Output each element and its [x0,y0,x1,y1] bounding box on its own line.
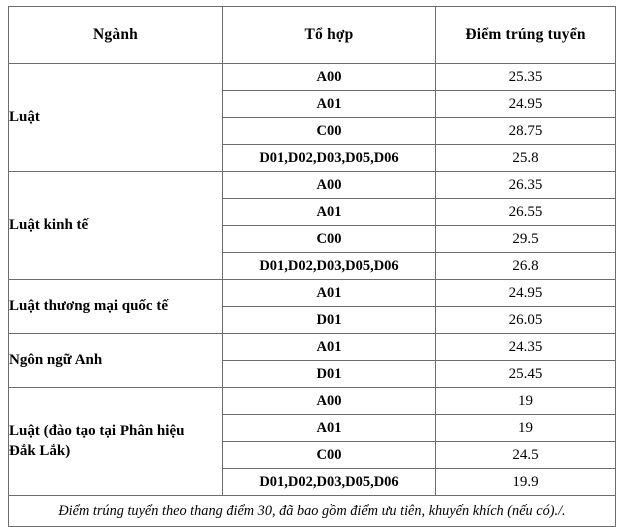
combination-cell: A00 [223,388,436,415]
major-name-line: Đắk Lắk) [9,442,71,459]
table-header [9,7,616,64]
table-footer [9,496,616,527]
major-name-cell [9,280,223,334]
score-cell: 25.35 [436,64,616,91]
table-row [9,334,616,361]
score-cell: 26.55 [436,199,616,226]
major-name-cell [9,172,223,280]
score-cell: 19.9 [436,469,616,496]
combination-cell: C00 [223,118,436,145]
major-name-line: Luật [9,108,40,125]
column-header-score: Điểm trúng tuyển [436,7,616,64]
score-cell: 24.5 [436,442,616,469]
table-body [9,64,616,496]
score-cell: 26.05 [436,307,616,334]
score-cell: 25.45 [436,361,616,388]
combination-cell: A01 [223,91,436,118]
column-header-combination: Tổ hợp [223,7,436,64]
combination-cell: A00 [223,64,436,91]
score-cell: 24.35 [436,334,616,361]
score-cell: 29.5 [436,226,616,253]
score-cell: 28.75 [436,118,616,145]
combination-cell: C00 [223,226,436,253]
combination-cell: D01 [223,361,436,388]
major-name-line: Luật (đào tạo tại Phân hiệu [9,422,185,439]
table-row [9,64,616,91]
combination-cell: D01,D02,D03,D05,D06 [223,145,436,172]
score-cell: 19 [436,388,616,415]
footnote-text: Điểm trúng tuyển theo thang điểm 30, đã bao gồm điểm ưu tiên, khuyến khích (nếu có)./. [9,496,616,527]
admission-score-table [8,6,616,527]
score-cell: 24.95 [436,91,616,118]
major-name-cell [9,388,223,496]
combination-cell: D01,D02,D03,D05,D06 [223,469,436,496]
footnote-row [9,496,616,527]
combination-cell: A00 [223,172,436,199]
major-name-line: Ngôn ngữ Anh [9,351,103,368]
combination-cell: A01 [223,334,436,361]
score-cell: 26.8 [436,253,616,280]
combination-cell: A01 [223,415,436,442]
combination-cell: A01 [223,199,436,226]
table-row [9,280,616,307]
column-header-major: Ngành [9,7,223,64]
combination-cell: D01,D02,D03,D05,D06 [223,253,436,280]
table-row [9,388,616,415]
score-cell: 26.35 [436,172,616,199]
score-cell: 25.8 [436,145,616,172]
score-cell: 24.95 [436,280,616,307]
major-name-cell [9,334,223,388]
score-cell: 19 [436,415,616,442]
combination-cell: C00 [223,442,436,469]
major-name-line: Luật kinh tế [9,216,89,233]
combination-cell: A01 [223,280,436,307]
table-row [9,172,616,199]
combination-cell: D01 [223,307,436,334]
major-name-line: Luật thương mại quốc tế [9,297,168,314]
header-row [9,7,616,64]
major-name-cell [9,64,223,172]
